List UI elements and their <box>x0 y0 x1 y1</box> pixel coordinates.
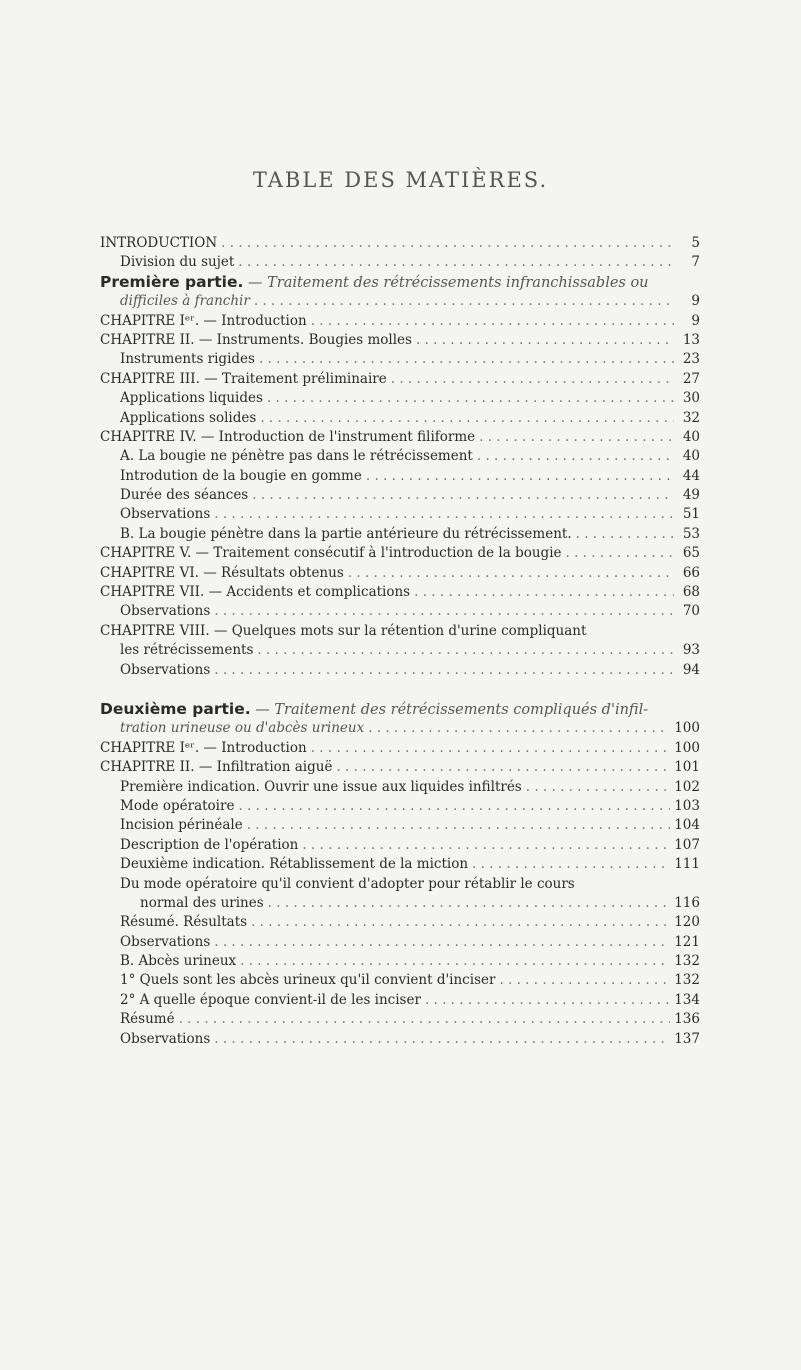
part-two-heading-cont: tration urineuse ou d'abcès urineux . . . 100 <box>100 719 700 738</box>
toc-entry <box>100 622 700 641</box>
toc-entry-label: CHAPITRE V. — Traitement consécutif à l'introduction de la bougie <box>100 545 562 562</box>
toc-entry-label: A. La bougie ne pénètre pas dans le rétrécissement <box>120 448 473 465</box>
toc-entry-page: 101 <box>674 759 700 776</box>
toc-entry <box>100 428 700 447</box>
toc-entry-introduction: INTRODUCTION . . . 5 <box>100 234 700 253</box>
toc-entry-page: 70 <box>682 603 700 620</box>
toc-entry <box>100 836 700 855</box>
toc-entry-label: CHAPITRE VIII. — Quelques mots sur la rétention d'urine compliquant <box>100 622 587 639</box>
toc-entry <box>100 991 700 1010</box>
toc-entry <box>100 1030 700 1049</box>
toc-entry <box>100 389 700 408</box>
toc-entry <box>100 467 700 486</box>
toc-entry-label: CHAPITRE VI. — Résultats obtenus <box>100 564 344 581</box>
toc-entry <box>100 486 700 505</box>
toc-entry-page: 121 <box>674 933 700 950</box>
toc-entry-page: 107 <box>674 836 700 853</box>
toc-entry-page: 104 <box>674 817 700 834</box>
toc-entry-label: Observations <box>120 603 211 620</box>
toc-entry-label: Instruments rigides <box>120 351 255 368</box>
toc-entry-label: les rétrécissements <box>120 642 254 659</box>
toc-entry-label: B. La bougie pénètre dans la partie antérieure du rétrécissement. <box>120 525 572 542</box>
toc-entry-label: CHAPITRE II. — Instruments. Bougies molles <box>100 331 412 348</box>
toc-entry-label: Applications liquides <box>120 390 263 407</box>
toc-entry <box>100 447 700 466</box>
toc-entry <box>100 312 700 331</box>
toc-entry-label: Introdution de la bougie en gomme <box>120 467 362 484</box>
toc-entry-page: 23 <box>682 351 700 368</box>
toc-entry <box>100 875 700 894</box>
toc-entry-page: 49 <box>682 487 700 504</box>
toc-entry-label: normal des urines <box>140 894 264 911</box>
toc-entry <box>100 913 700 932</box>
toc-entry-label: Incision périnéale <box>120 817 243 834</box>
toc-entry-label: Deuxième indication. Rétablissement de la miction <box>120 856 469 873</box>
toc-entry-page: 51 <box>682 506 700 523</box>
part-one-heading-cont: difficiles à franchir . . . 9 <box>100 292 700 311</box>
toc-entry <box>100 739 700 758</box>
toc-entry-page: 120 <box>674 914 700 931</box>
toc-entry-page: 100 <box>674 739 700 756</box>
toc-entry-page: 9 <box>691 312 700 329</box>
toc-entry-page: 30 <box>682 390 700 407</box>
toc-entry <box>100 855 700 874</box>
toc-entry-page: 103 <box>674 797 700 814</box>
toc-entry-label: Durée des séances <box>120 487 249 504</box>
toc-entry <box>100 564 700 583</box>
toc-entry-label: Description de l'opération <box>120 836 299 853</box>
toc-entry <box>100 1010 700 1029</box>
toc-entry-page: 44 <box>682 467 700 484</box>
toc-entry-page: 13 <box>682 331 700 348</box>
toc-entry-page: 66 <box>682 564 700 581</box>
toc-entry-label: 1° Quels sont les abcès urineux qu'il convient d'inciser <box>120 972 496 989</box>
part-two-entries <box>100 739 700 1049</box>
toc-entry <box>100 370 700 389</box>
toc-entry-label: 2° A quelle époque convient-il de les inciser <box>120 991 421 1008</box>
toc-entry-label: Résumé <box>120 1011 175 1028</box>
toc-entry-label: Observations <box>120 933 211 950</box>
toc-entry-page: 65 <box>682 545 700 562</box>
toc-entry-label: Résumé. Résultats <box>120 914 248 931</box>
part-one-heading: Première partie. — Traitement des rétrécissements infranchissables ou <box>100 272 649 291</box>
toc-entry-division: Division du sujet . . . 7 <box>100 253 700 272</box>
toc-entry-label: CHAPITRE Iᵉʳ. — Introduction <box>100 739 307 756</box>
toc-entry <box>100 952 700 971</box>
toc-entry <box>100 894 700 913</box>
toc-entry-page: 40 <box>682 428 700 445</box>
toc-entry <box>100 661 700 680</box>
toc-entry-label: Première indication. Ouvrir une issue aux liquides infiltrés <box>120 778 522 795</box>
toc-entry <box>100 641 700 660</box>
table-of-contents <box>100 234 700 1049</box>
toc-entry-label: Du mode opératoire qu'il convient d'adopter pour rétablir le cours <box>120 875 575 892</box>
toc-entry-page: 102 <box>674 778 700 795</box>
toc-entry <box>100 971 700 990</box>
toc-entry <box>100 797 700 816</box>
toc-entry <box>100 583 700 602</box>
toc-entry-page: 40 <box>682 448 700 465</box>
toc-entry <box>100 505 700 524</box>
toc-entry <box>100 409 700 428</box>
toc-entry-page: 116 <box>674 894 700 911</box>
toc-entry <box>100 758 700 777</box>
toc-entry <box>100 350 700 369</box>
toc-entry <box>100 331 700 350</box>
toc-entry-label: CHAPITRE Iᵉʳ. — Introduction <box>100 312 307 329</box>
toc-entry-page: 32 <box>682 409 700 426</box>
toc-entry-page: 111 <box>674 856 700 873</box>
toc-entry <box>100 544 700 563</box>
toc-entry-label: Mode opératoire <box>120 797 235 814</box>
toc-entry-label: B. Abcès urineux <box>120 953 237 970</box>
toc-entry-page: 94 <box>682 661 700 678</box>
toc-entry-label: Observations <box>120 1030 211 1047</box>
toc-entry <box>100 602 700 621</box>
toc-entry-page: 136 <box>674 1011 700 1028</box>
toc-entry-page: 137 <box>674 1030 700 1047</box>
toc-entry-page: 27 <box>682 370 700 387</box>
toc-entry-label: CHAPITRE II. — Infiltration aiguë <box>100 759 333 776</box>
toc-entry-label: Applications solides <box>120 409 257 426</box>
toc-entry-label: Observations <box>120 661 211 678</box>
toc-entry <box>100 933 700 952</box>
toc-entry-page: 93 <box>682 642 700 659</box>
toc-entry <box>100 525 700 544</box>
page-title: TABLE DES MATIÈRES. <box>252 168 549 192</box>
toc-entry-page: 132 <box>674 972 700 989</box>
toc-entry-label: CHAPITRE IV. — Introduction de l'instrument filiforme <box>100 428 476 445</box>
toc-entry-label: CHAPITRE III. — Traitement préliminaire <box>100 370 387 387</box>
part-one-entries <box>100 312 700 680</box>
toc-entry-label: CHAPITRE VII. — Accidents et complications <box>100 584 411 601</box>
toc-entry <box>100 816 700 835</box>
toc-entry-page: 134 <box>674 991 700 1008</box>
toc-entry-label: Observations <box>120 506 211 523</box>
toc-entry <box>100 778 700 797</box>
toc-entry-page: 53 <box>682 525 700 542</box>
part-two-heading: Deuxième partie. — Traitement des rétrécissements compliqués d'infil- <box>100 699 649 718</box>
toc-entry-page: 68 <box>682 584 700 601</box>
toc-entry-page: 132 <box>674 953 700 970</box>
